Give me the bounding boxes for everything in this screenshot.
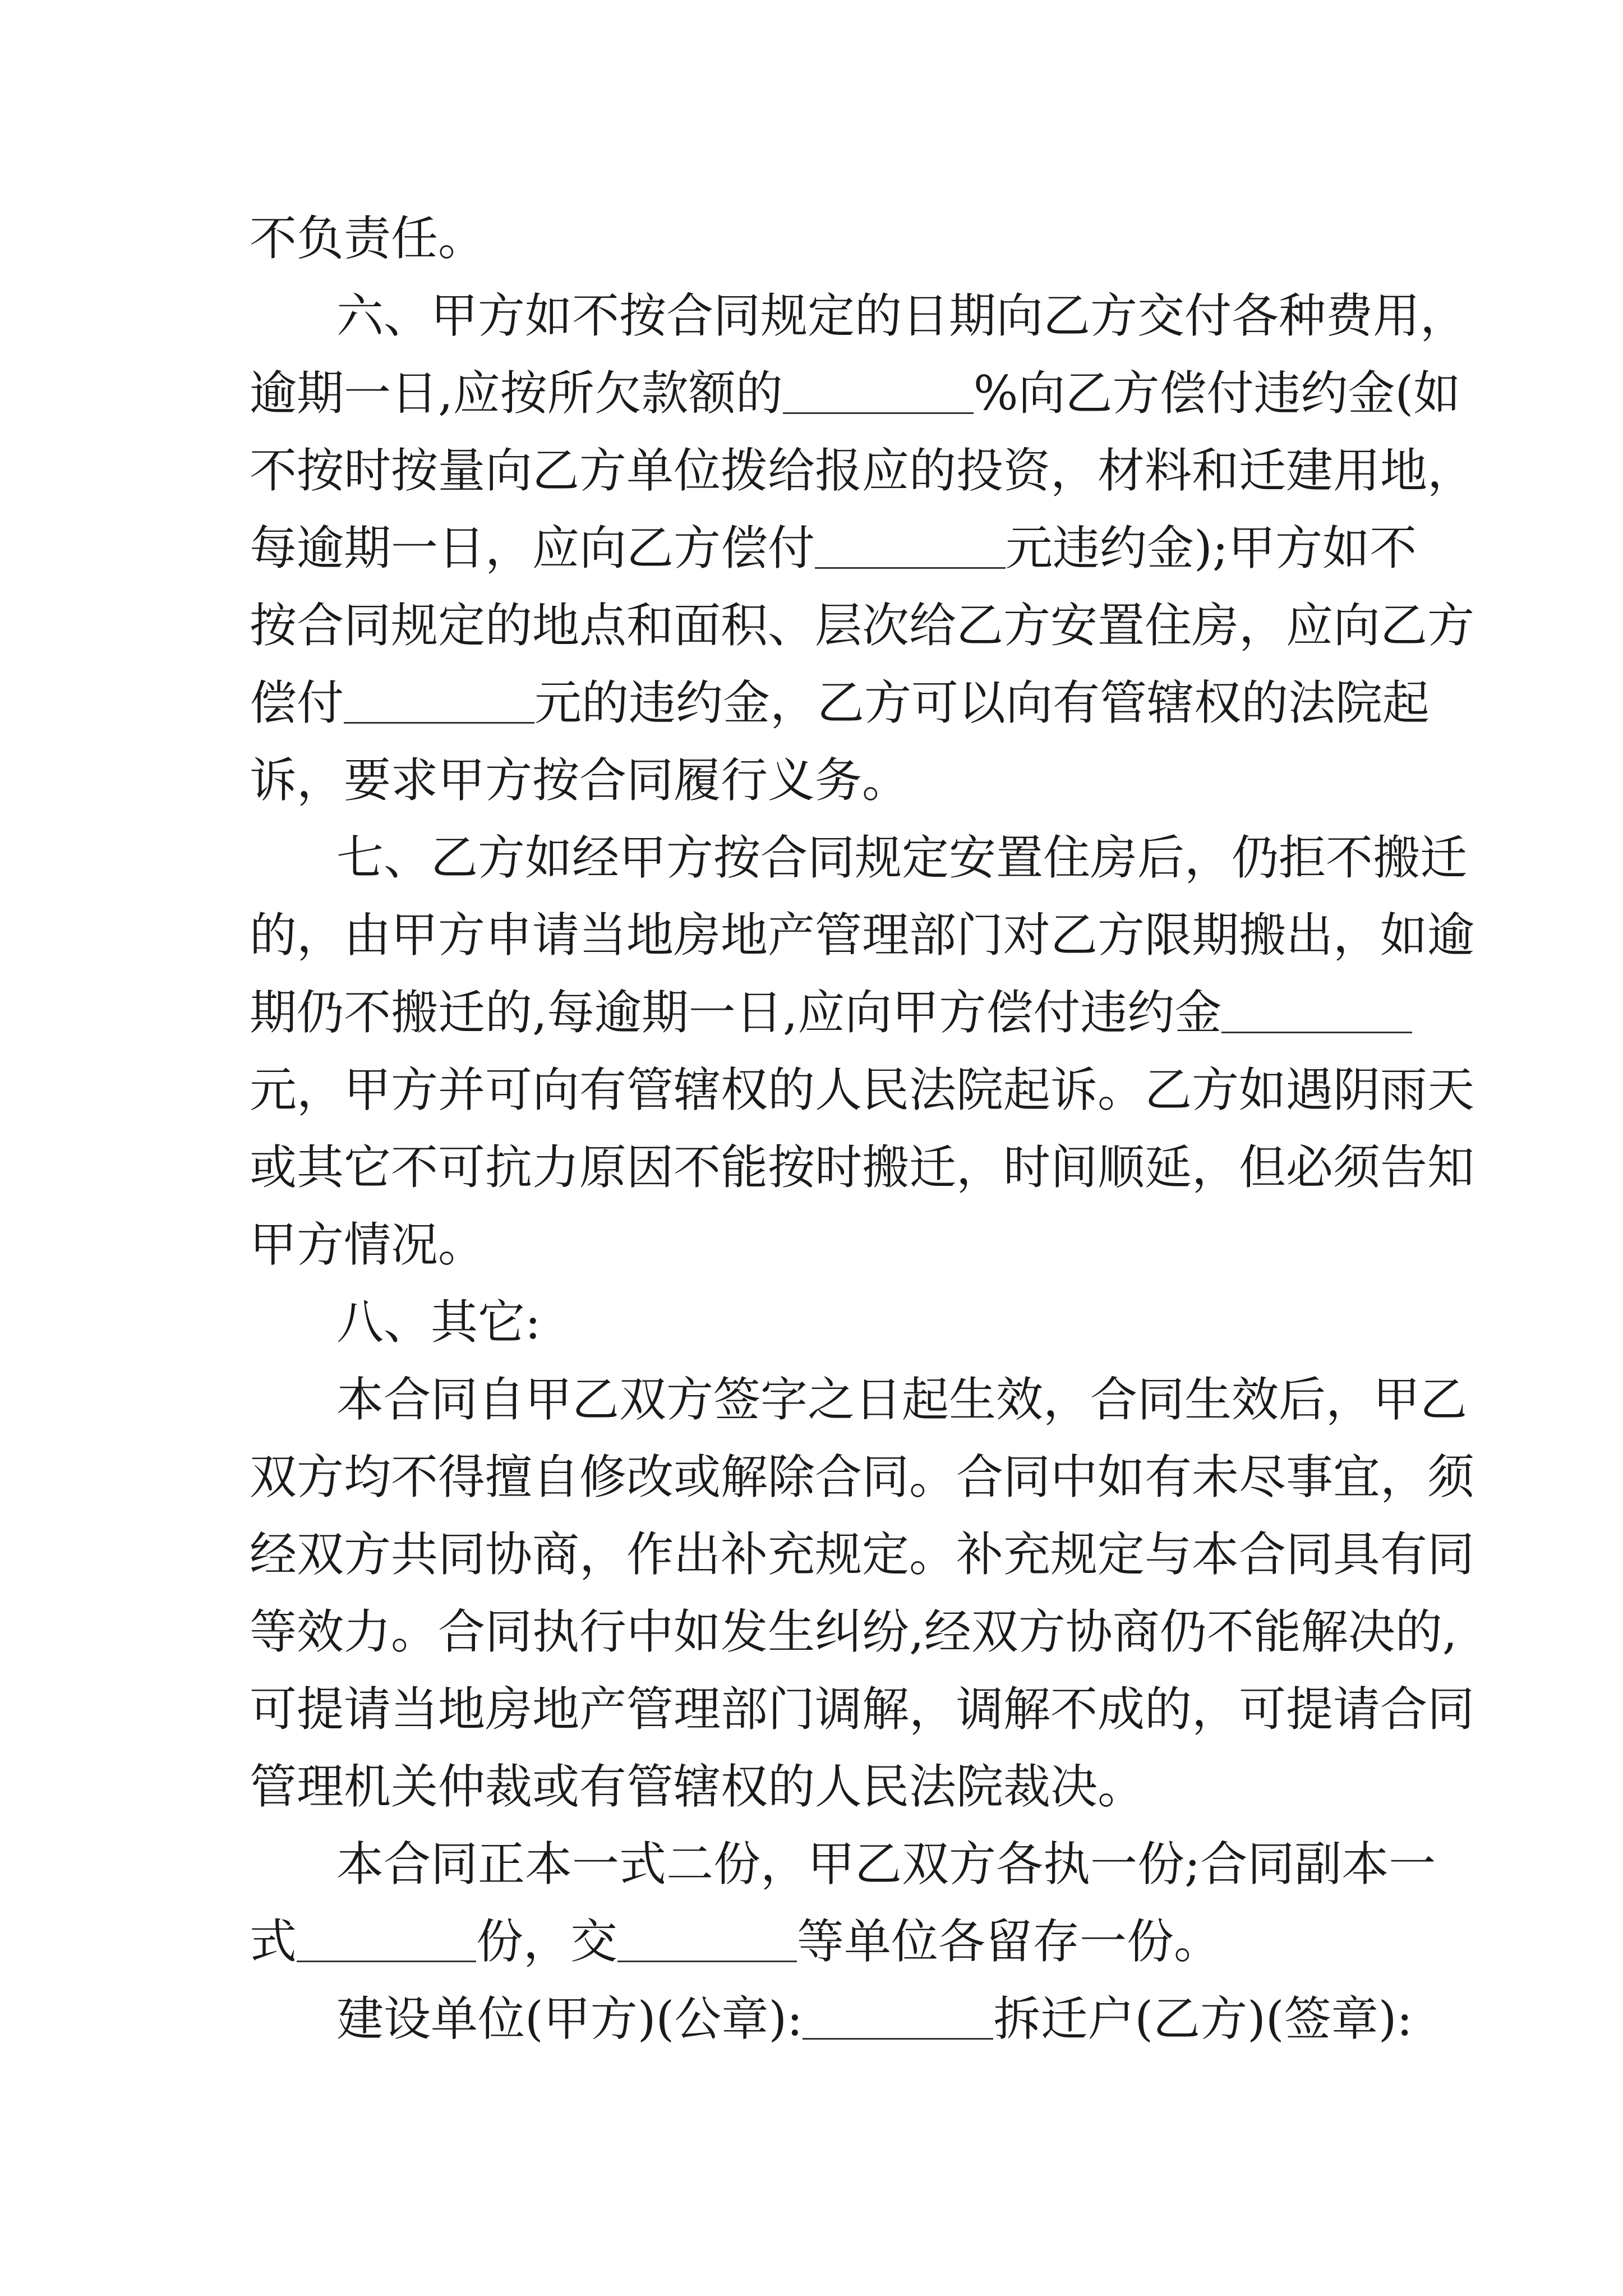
text-span: 每逾期一日，应向乙方偿付 bbox=[250, 521, 815, 576]
clause-6-line-4 bbox=[250, 520, 1417, 576]
clause-7-line-5 bbox=[250, 1139, 1474, 1195]
text-span: 甲方情况。 bbox=[250, 1217, 486, 1272]
clause-6-line-5 bbox=[250, 597, 1474, 654]
text-span: 建设单位(甲方)(公章): bbox=[336, 1991, 803, 2046]
text-span: 六、甲方如不按合同规定的日期向乙方交付各种费用， bbox=[336, 288, 1468, 343]
blank-field[interactable] bbox=[1221, 987, 1412, 1033]
text-span: 式 bbox=[250, 1914, 297, 1969]
text-span: 拆迁户(乙方)(签章): bbox=[993, 1991, 1413, 2046]
text-span: 期仍不搬迁的,每逾期一日,应向甲方偿付违约金 bbox=[250, 985, 1222, 1040]
clause-8-line-1 bbox=[336, 1372, 1467, 1428]
clause-8-line-2 bbox=[250, 1449, 1474, 1505]
text-span: 不负责任。 bbox=[250, 211, 486, 266]
blank-field[interactable] bbox=[803, 1993, 993, 2040]
text-span: 按合同规定的地点和面积、层次给乙方安置住房，应向乙方 bbox=[250, 598, 1475, 653]
text-span: 诉，要求甲方按合同履行义务。 bbox=[250, 753, 910, 808]
clause-6-line-2 bbox=[250, 365, 1460, 421]
text-span: 等单位各留存一份。 bbox=[797, 1914, 1221, 1969]
signature-line bbox=[336, 1991, 1413, 2047]
text-span: 逾期一日,应按所欠款额的 bbox=[250, 366, 783, 421]
copies-line-2 bbox=[250, 1913, 1221, 1970]
text-span: 可提请当地房地产管理部门调解，调解不成的，可提请合同 bbox=[250, 1682, 1475, 1737]
clause-6-line-6 bbox=[250, 675, 1430, 731]
text-span: 的，由甲方申请当地房地产管理部门对乙方限期搬出，如逾 bbox=[250, 908, 1475, 963]
text-span: 或其它不可抗力原因不能按时搬迁，时间顺延，但必须告知 bbox=[250, 1140, 1475, 1195]
blank-field[interactable] bbox=[783, 367, 974, 414]
clause-8-line-3 bbox=[250, 1526, 1474, 1582]
text-span: 双方均不得擅自修改或解除合同。合同中如有未尽事宜，须 bbox=[250, 1450, 1475, 1504]
text-span: 等效力。合同执行中如发生纠纷,经双方协商仍不能解决的, bbox=[250, 1604, 1458, 1659]
text-line-1 bbox=[250, 210, 485, 266]
copies-line-1 bbox=[336, 1836, 1436, 1892]
blank-field[interactable] bbox=[297, 1916, 476, 1962]
clause-8-line-6 bbox=[250, 1759, 1145, 1815]
text-span: 份，交 bbox=[476, 1914, 618, 1969]
clause-7-line-3 bbox=[250, 984, 1412, 1041]
blank-field[interactable] bbox=[344, 677, 534, 724]
text-span: 经双方共同协商，作出补充规定。补充规定与本合同具有同 bbox=[250, 1527, 1475, 1582]
text-span: 偿付 bbox=[250, 675, 344, 730]
clause-7-line-2 bbox=[250, 907, 1474, 963]
text-span: 七、乙方如经甲方按合同规定安置住房后，仍拒不搬迁 bbox=[336, 830, 1468, 885]
text-span: 元，甲方并可向有管辖权的人民法院起诉。乙方如遇阴雨天 bbox=[250, 1062, 1475, 1117]
text-span: 本合同自甲乙双方签字之日起生效，合同生效后，甲乙 bbox=[336, 1372, 1468, 1427]
clause-6-line-3 bbox=[250, 443, 1474, 499]
clause-8-line-5 bbox=[250, 1681, 1474, 1737]
text-span: 本合同正本一式二份，甲乙双方各执一份;合同副本一 bbox=[336, 1837, 1436, 1892]
text-span: %向乙方偿付违约金(如 bbox=[973, 366, 1461, 421]
blank-field[interactable] bbox=[815, 522, 1006, 569]
text-span: 元违约金);甲方如不 bbox=[1006, 521, 1417, 576]
text-span: 元的违约金，乙方可以向有管辖权的法院起 bbox=[534, 675, 1430, 730]
blank-field[interactable] bbox=[617, 1916, 797, 1962]
clause-7-line-1 bbox=[336, 830, 1467, 886]
text-span: 不按时按量向乙方单位拨给报应的投资，材料和迁建用地， bbox=[250, 443, 1475, 498]
clause-6-line-7 bbox=[250, 752, 909, 808]
clause-8-line-4 bbox=[250, 1604, 1457, 1660]
text-span: 管理机关仲裁或有管辖权的人民法院裁决。 bbox=[250, 1759, 1145, 1814]
text-span: 八、其它: bbox=[336, 1295, 541, 1350]
clause-8-heading bbox=[336, 1294, 541, 1350]
clause-7-line-4 bbox=[250, 1062, 1474, 1118]
clause-7-line-6 bbox=[250, 1217, 485, 1273]
clause-6-line-1 bbox=[336, 288, 1467, 344]
